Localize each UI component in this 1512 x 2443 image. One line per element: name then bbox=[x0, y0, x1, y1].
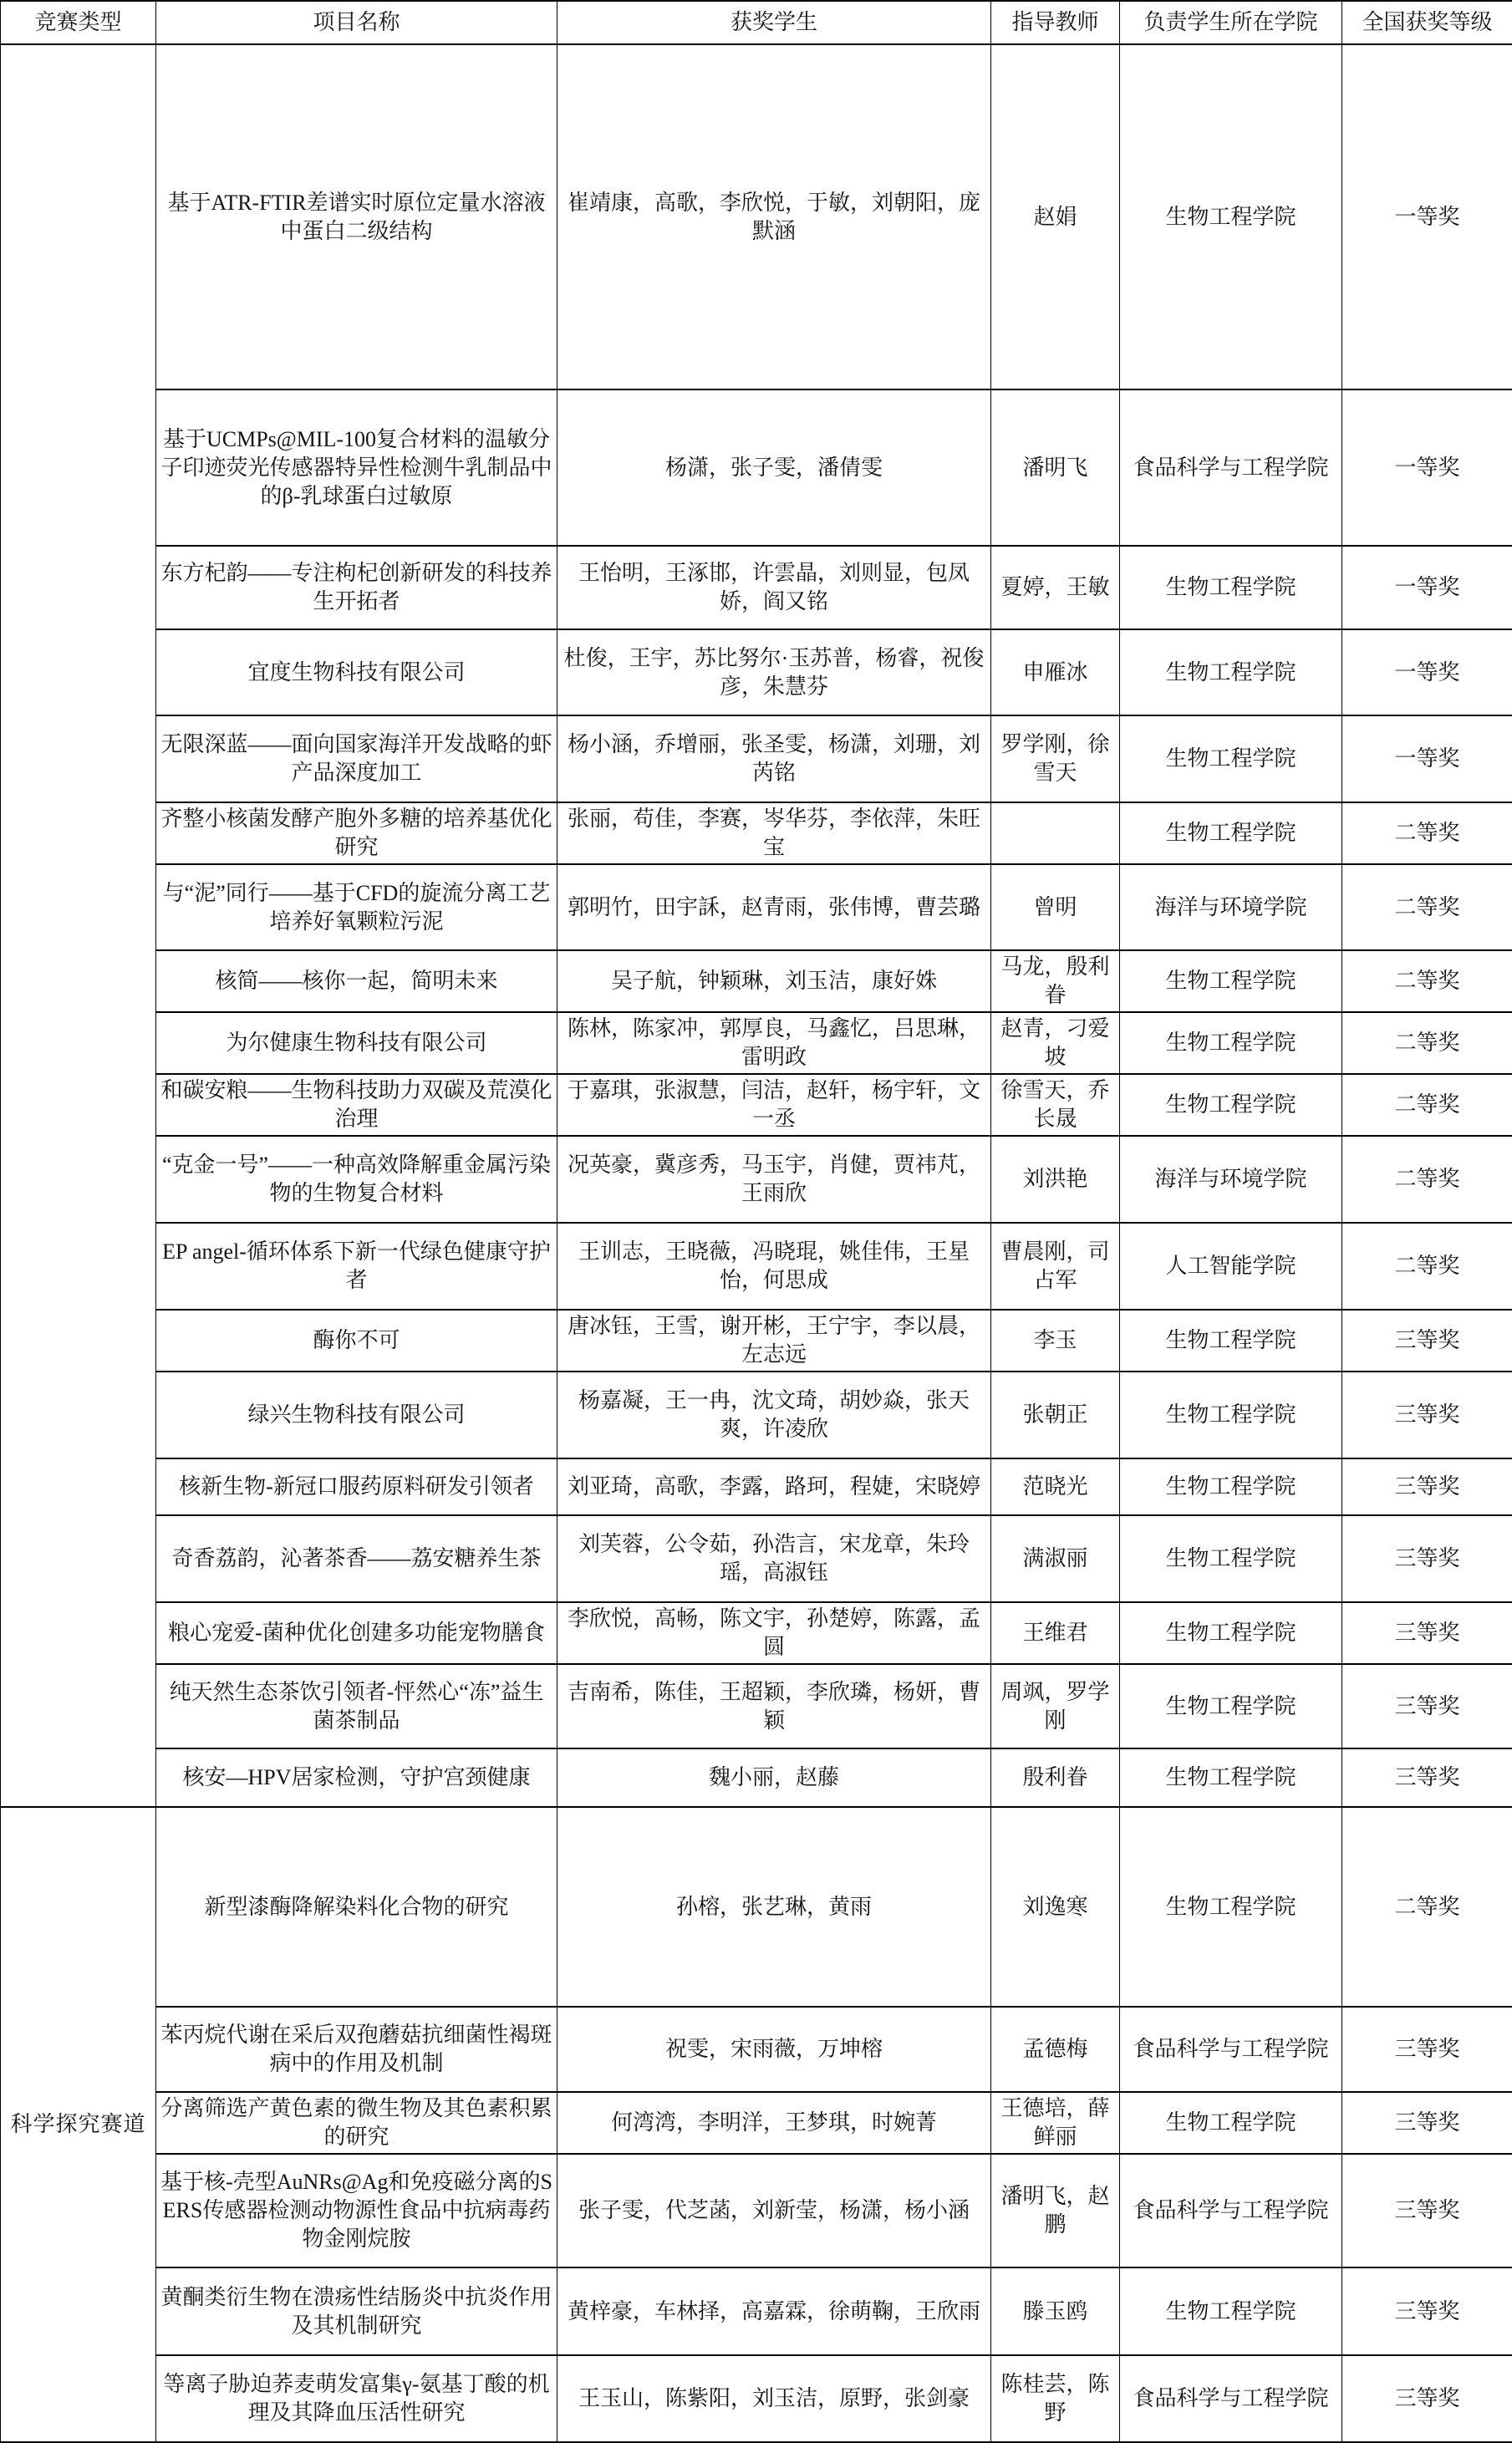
table-body bbox=[1, 44, 1512, 2442]
table-row bbox=[1, 389, 1512, 546]
project-name-cell: “克金一号”——一种高效降解重金属污染物的生物复合材料 bbox=[156, 1136, 557, 1223]
college-cell: 食品科学与工程学院 bbox=[1120, 389, 1342, 546]
college-cell: 生物工程学院 bbox=[1120, 2267, 1342, 2355]
award-level-cell: 三等奖 bbox=[1342, 2355, 1512, 2442]
advisor-cell: 殷利眷 bbox=[991, 1748, 1120, 1807]
college-cell: 生物工程学院 bbox=[1120, 1012, 1342, 1074]
project-name-cell: 粮心宠爱-菌种优化创建多功能宠物膳食 bbox=[156, 1602, 557, 1664]
table-row bbox=[1, 629, 1512, 715]
table-row bbox=[1, 715, 1512, 802]
college-cell: 生物工程学院 bbox=[1120, 1664, 1342, 1748]
advisor-cell: 罗学刚，徐雪天 bbox=[991, 715, 1120, 802]
project-name-cell: 齐整小核菌发酵产胞外多糖的培养基优化研究 bbox=[156, 802, 557, 864]
competition-type-cell: 科学探究赛道 bbox=[1, 1807, 156, 2442]
advisor-cell: 马龙，殷利眷 bbox=[991, 950, 1120, 1012]
students-cell: 刘亚琦，高歌，李露，路珂，程婕，宋晓婷 bbox=[557, 1458, 991, 1515]
award-level-cell: 三等奖 bbox=[1342, 1664, 1512, 1748]
award-level-cell: 三等奖 bbox=[1342, 2267, 1512, 2355]
table-row bbox=[1, 1012, 1512, 1074]
award-level-cell: 一等奖 bbox=[1342, 715, 1512, 802]
project-name-cell: 为尔健康生物科技有限公司 bbox=[156, 1012, 557, 1074]
table-row bbox=[1, 950, 1512, 1012]
table-row bbox=[1, 1310, 1512, 1372]
project-name-cell: 基于ATR-FTIR差谱实时原位定量水溶液中蛋白二级结构 bbox=[156, 44, 557, 389]
advisor-cell: 夏婷，王敏 bbox=[991, 546, 1120, 629]
college-cell: 生物工程学院 bbox=[1120, 1602, 1342, 1664]
table-row bbox=[1, 802, 1512, 864]
college-cell: 生物工程学院 bbox=[1120, 2092, 1342, 2154]
advisor-cell: 周飒，罗学刚 bbox=[991, 1664, 1120, 1748]
college-cell: 生物工程学院 bbox=[1120, 802, 1342, 864]
award-level-cell: 三等奖 bbox=[1342, 1458, 1512, 1515]
project-name-cell: 等离子胁迫荞麦萌发富集γ-氨基丁酸的机理及其降血压活性研究 bbox=[156, 2355, 557, 2442]
students-cell: 孙榕，张艺琳，黄雨 bbox=[557, 1807, 991, 2007]
table-row bbox=[1, 2154, 1512, 2267]
award-level-cell: 三等奖 bbox=[1342, 1748, 1512, 1807]
table-row bbox=[1, 546, 1512, 629]
project-name-cell: 绿兴生物科技有限公司 bbox=[156, 1372, 557, 1458]
advisor-cell: 刘洪艳 bbox=[991, 1136, 1120, 1223]
project-name-cell: 分离筛选产黄色素的微生物及其色素积累的研究 bbox=[156, 2092, 557, 2154]
project-name-cell: 核安—HPV居家检测，守护宫颈健康 bbox=[156, 1748, 557, 1807]
award-level-cell: 一等奖 bbox=[1342, 546, 1512, 629]
project-name-cell: 核简——核你一起，简明未来 bbox=[156, 950, 557, 1012]
college-cell: 生物工程学院 bbox=[1120, 1310, 1342, 1372]
students-cell: 况英豪，冀彦秀，马玉宇，肖健，贾祎芃，王雨欣 bbox=[557, 1136, 991, 1223]
table-row bbox=[1, 1807, 1512, 2007]
students-cell: 杨小涵，乔增丽，张圣雯，杨潇，刘珊，刘芮铭 bbox=[557, 715, 991, 802]
advisor-cell bbox=[991, 802, 1120, 864]
table-row bbox=[1, 1136, 1512, 1223]
table-row bbox=[1, 1748, 1512, 1807]
header-cell-2: 获奖学生 bbox=[557, 1, 991, 44]
project-name-cell: EP angel-循环体系下新一代绿色健康守护者 bbox=[156, 1223, 557, 1310]
students-cell: 李欣悦，高畅，陈文宇，孙楚婷，陈露，孟圆 bbox=[557, 1602, 991, 1664]
college-cell: 海洋与环境学院 bbox=[1120, 1136, 1342, 1223]
competition-type-cell bbox=[1, 44, 156, 1807]
project-name-cell: 黄酮类衍生物在溃疡性结肠炎中抗炎作用及其机制研究 bbox=[156, 2267, 557, 2355]
students-cell: 唐冰钰，王雪，谢开彬，王宁宇，李以晨，左志远 bbox=[557, 1310, 991, 1372]
college-cell: 食品科学与工程学院 bbox=[1120, 2154, 1342, 2267]
advisor-cell: 赵青，刁爱坡 bbox=[991, 1012, 1120, 1074]
award-level-cell: 三等奖 bbox=[1342, 1310, 1512, 1372]
advisor-cell: 满淑丽 bbox=[991, 1515, 1120, 1602]
table-row bbox=[1, 44, 1512, 389]
table-row bbox=[1, 1602, 1512, 1664]
students-cell: 张子雯，代芝菡，刘新莹，杨潇，杨小涵 bbox=[557, 2154, 991, 2267]
award-level-cell: 二等奖 bbox=[1342, 950, 1512, 1012]
college-cell: 生物工程学院 bbox=[1120, 629, 1342, 715]
college-cell: 食品科学与工程学院 bbox=[1120, 2355, 1342, 2442]
project-name-cell: 无限深蓝——面向国家海洋开发战略的虾产品深度加工 bbox=[156, 715, 557, 802]
students-cell: 杨嘉凝，王一冉，沈文琦，胡妙焱，张天爽，许凌欣 bbox=[557, 1372, 991, 1458]
college-cell: 食品科学与工程学院 bbox=[1120, 2007, 1342, 2092]
table-row bbox=[1, 1515, 1512, 1602]
award-level-cell: 三等奖 bbox=[1342, 1515, 1512, 1602]
header-cell-5: 全国获奖等级 bbox=[1342, 1, 1512, 44]
project-name-cell: 纯天然生态茶饮引领者-怦然心“冻”益生菌茶制品 bbox=[156, 1664, 557, 1748]
award-level-cell: 二等奖 bbox=[1342, 802, 1512, 864]
header-cell-0: 竞赛类型 bbox=[1, 1, 156, 44]
award-level-cell: 二等奖 bbox=[1342, 1136, 1512, 1223]
award-level-cell: 三等奖 bbox=[1342, 2092, 1512, 2154]
students-cell: 王玉山，陈紫阳，刘玉洁，原野，张剑豪 bbox=[557, 2355, 991, 2442]
award-level-cell: 二等奖 bbox=[1342, 1807, 1512, 2007]
advisor-cell: 李玉 bbox=[991, 1310, 1120, 1372]
project-name-cell: 苯丙烷代谢在采后双孢蘑菇抗细菌性褐斑病中的作用及机制 bbox=[156, 2007, 557, 2092]
project-name-cell: 酶你不可 bbox=[156, 1310, 557, 1372]
award-level-cell: 二等奖 bbox=[1342, 1223, 1512, 1310]
students-cell: 于嘉琪，张淑慧，闫洁，赵轩，杨宇轩，文一丞 bbox=[557, 1074, 991, 1136]
college-cell: 海洋与环境学院 bbox=[1120, 864, 1342, 950]
project-name-cell: 基于UCMPs@MIL-100复合材料的温敏分子印迹荧光传感器特异性检测牛乳制品中的β-乳球蛋白过敏原 bbox=[156, 389, 557, 546]
advisor-cell: 刘逸寒 bbox=[991, 1807, 1120, 2007]
table-row bbox=[1, 1458, 1512, 1515]
advisor-cell: 潘明飞，赵鹏 bbox=[991, 2154, 1120, 2267]
header-cell-4: 负责学生所在学院 bbox=[1120, 1, 1342, 44]
header-cell-1: 项目名称 bbox=[156, 1, 557, 44]
students-cell: 刘芙蓉，公令茹，孙浩言，宋龙章，朱玲瑶，高淑钰 bbox=[557, 1515, 991, 1602]
college-cell: 人工智能学院 bbox=[1120, 1223, 1342, 1310]
advisor-cell: 徐雪天，乔长晟 bbox=[991, 1074, 1120, 1136]
students-cell: 郭明竹，田宇訸，赵青雨，张伟博，曹芸璐 bbox=[557, 864, 991, 950]
table-row bbox=[1, 864, 1512, 950]
table-row bbox=[1, 1664, 1512, 1748]
project-name-cell: 与“泥”同行——基于CFD的旋流分离工艺培养好氧颗粒污泥 bbox=[156, 864, 557, 950]
header-row bbox=[1, 1, 1512, 44]
college-cell: 生物工程学院 bbox=[1120, 1372, 1342, 1458]
award-level-cell: 三等奖 bbox=[1342, 2007, 1512, 2092]
college-cell: 生物工程学院 bbox=[1120, 1458, 1342, 1515]
table-row bbox=[1, 1223, 1512, 1310]
students-cell: 陈林，陈家冲，郭厚良，马鑫忆，吕思琳，雷明政 bbox=[557, 1012, 991, 1074]
award-level-cell: 三等奖 bbox=[1342, 2154, 1512, 2267]
table-row bbox=[1, 2007, 1512, 2092]
advisor-cell: 申雁冰 bbox=[991, 629, 1120, 715]
award-level-cell: 一等奖 bbox=[1342, 44, 1512, 389]
college-cell: 生物工程学院 bbox=[1120, 950, 1342, 1012]
advisor-cell: 王维君 bbox=[991, 1602, 1120, 1664]
table-row bbox=[1, 2092, 1512, 2154]
award-level-cell: 三等奖 bbox=[1342, 1602, 1512, 1664]
students-cell: 黄梓豪，车林择，高嘉霖，徐萌鞠，王欣雨 bbox=[557, 2267, 991, 2355]
students-cell: 魏小丽，赵藤 bbox=[557, 1748, 991, 1807]
project-name-cell: 基于核-壳型AuNRs@Ag和免疫磁分离的SERS传感器检测动物源性食品中抗病毒药物金刚烷胺 bbox=[156, 2154, 557, 2267]
college-cell: 生物工程学院 bbox=[1120, 1748, 1342, 1807]
college-cell: 生物工程学院 bbox=[1120, 546, 1342, 629]
students-cell: 杨潇，张子雯，潘倩雯 bbox=[557, 389, 991, 546]
award-level-cell: 二等奖 bbox=[1342, 1074, 1512, 1136]
advisor-cell: 孟德梅 bbox=[991, 2007, 1120, 2092]
table-row bbox=[1, 1372, 1512, 1458]
college-cell: 生物工程学院 bbox=[1120, 1807, 1342, 2007]
award-level-cell: 二等奖 bbox=[1342, 1012, 1512, 1074]
students-cell: 王训志，王晓薇，冯晓琨，姚佳伟，王星怡，何思成 bbox=[557, 1223, 991, 1310]
advisor-cell: 潘明飞 bbox=[991, 389, 1120, 546]
header-cell-3: 指导教师 bbox=[991, 1, 1120, 44]
table-row bbox=[1, 2267, 1512, 2355]
advisor-cell: 滕玉鸥 bbox=[991, 2267, 1120, 2355]
project-name-cell: 奇香荔韵，沁著茶香——荔安糖养生茶 bbox=[156, 1515, 557, 1602]
table-header bbox=[1, 1, 1512, 44]
college-cell: 生物工程学院 bbox=[1120, 44, 1342, 389]
advisor-cell: 陈桂芸，陈野 bbox=[991, 2355, 1120, 2442]
college-cell: 生物工程学院 bbox=[1120, 715, 1342, 802]
college-cell: 生物工程学院 bbox=[1120, 1515, 1342, 1602]
award-level-cell: 三等奖 bbox=[1342, 1372, 1512, 1458]
award-level-cell: 二等奖 bbox=[1342, 864, 1512, 950]
students-cell: 张丽，苟佳，李赛，岑华芬，李依萍，朱旺宝 bbox=[557, 802, 991, 864]
project-name-cell: 东方杞韵——专注枸杞创新研发的科技养生开拓者 bbox=[156, 546, 557, 629]
advisor-cell: 曾明 bbox=[991, 864, 1120, 950]
students-cell: 吉南希，陈佳，王超颖，李欣璘，杨妍，曹颖 bbox=[557, 1664, 991, 1748]
advisor-cell: 张朝正 bbox=[991, 1372, 1120, 1458]
students-cell: 崔靖康，高歌，李欣悦，于敏，刘朝阳，庞默涵 bbox=[557, 44, 991, 389]
award-level-cell: 一等奖 bbox=[1342, 629, 1512, 715]
students-cell: 王怡明，王涿邯，许雲晶，刘则显，包凤娇，阎又铭 bbox=[557, 546, 991, 629]
students-cell: 何湾湾，李明洋，王梦琪，时婉菁 bbox=[557, 2092, 991, 2154]
project-name-cell: 核新生物-新冠口服药原料研发引领者 bbox=[156, 1458, 557, 1515]
college-cell: 生物工程学院 bbox=[1120, 1074, 1342, 1136]
advisor-cell: 范晓光 bbox=[991, 1458, 1120, 1515]
advisor-cell: 曹晨刚，司占军 bbox=[991, 1223, 1120, 1310]
project-name-cell: 宜度生物科技有限公司 bbox=[156, 629, 557, 715]
project-name-cell: 和碳安粮——生物科技助力双碳及荒漠化治理 bbox=[156, 1074, 557, 1136]
advisor-cell: 赵娟 bbox=[991, 44, 1120, 389]
table-row bbox=[1, 1074, 1512, 1136]
award-level-cell: 一等奖 bbox=[1342, 389, 1512, 546]
students-cell: 吴子航，钟颖琳，刘玉洁，康好姝 bbox=[557, 950, 991, 1012]
students-cell: 祝雯，宋雨薇，万坤榕 bbox=[557, 2007, 991, 2092]
project-name-cell: 新型漆酶降解染料化合物的研究 bbox=[156, 1807, 557, 2007]
students-cell: 杜俊，王宇，苏比努尔·玉苏普，杨睿，祝俊彦，朱慧芬 bbox=[557, 629, 991, 715]
table-row bbox=[1, 2355, 1512, 2442]
advisor-cell: 王德培，薛鲜丽 bbox=[991, 2092, 1120, 2154]
